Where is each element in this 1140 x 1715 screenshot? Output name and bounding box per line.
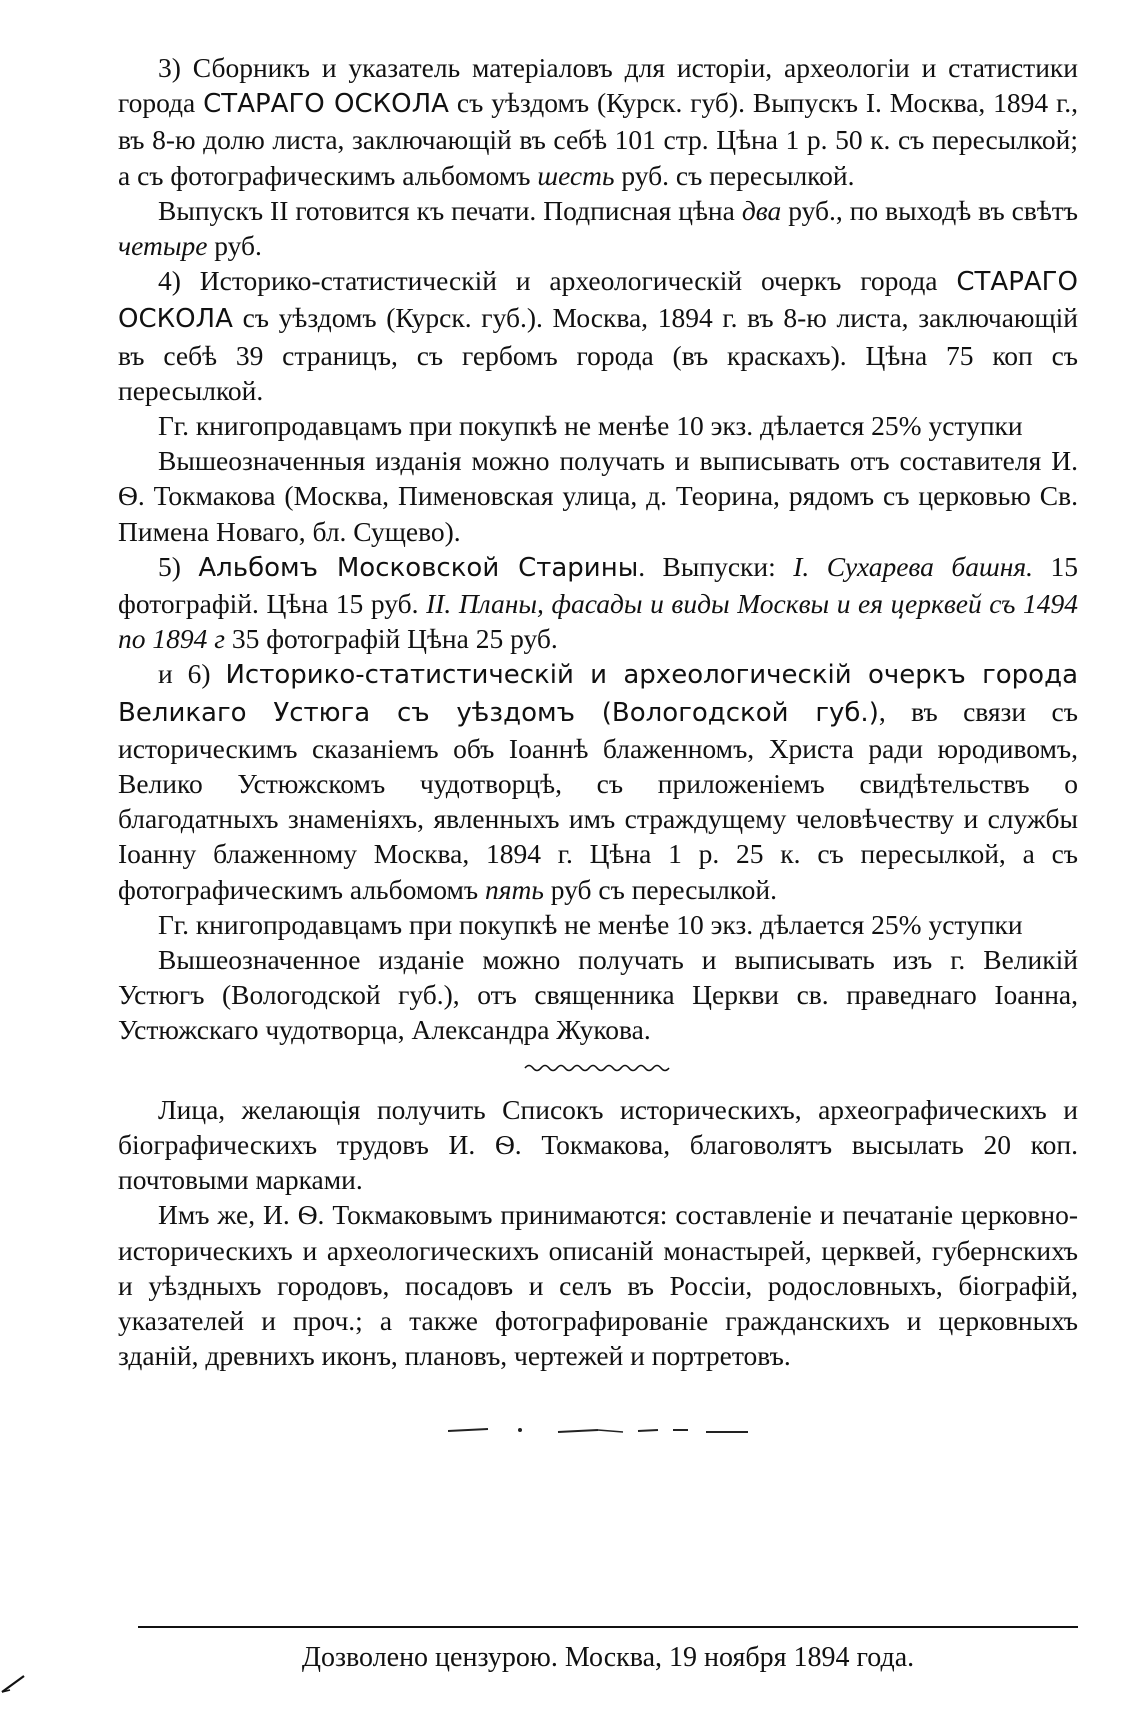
item-6-tail: руб съ пересылкой. <box>543 873 777 905</box>
margin-pencil-mark <box>0 1672 28 1696</box>
item-5-issue-1: I. Сухарева башня. <box>793 550 1034 582</box>
item-6-discount: Гг. книгопродавцамъ при покупкѣ не менѣе 10 экз. дѣлается 25% уступки <box>158 908 1023 940</box>
item-3-lead: 3) Сборникъ и указатель матеріаловъ для исторіи, археологіи и статистики города <box>118 52 1078 119</box>
item-6-description <box>118 656 1078 906</box>
issue-2-release-price: четыре <box>118 230 208 262</box>
issue-2-mid: руб., по выходѣ въ свѣтъ <box>781 194 1078 226</box>
item-4-lead: 4) Историко-статистическій и археологическій очеркъ города <box>158 265 957 297</box>
item-4-contact: Вышеозначенныя изданія можно получать и выписывать отъ составителя И. Ѳ. Токмакова (Москва, Пименовская улица, д. Теорина, рядомъ съ церковью Св. Пимена Новаго, бл. Сущево). <box>118 445 1078 547</box>
issue-2-subscription-price: два <box>741 194 782 226</box>
item-6-details: , въ связи съ историческимъ сказаніемъ объ Іоаннѣ блаженномъ, Христа ради юродивомъ, Велико Устюжскомъ чудотворцѣ, съ приложеніемъ свидѣтельствъ о благодатныхъ знаменіяхъ, явленныхъ имъ страждущему человѣчеству и службы Іоанну блаженному Москва, 1894 г. Цѣна 1 р. 25 к. съ пересылкой, а съ фотографическимъ альбомомъ <box>118 695 1078 905</box>
item-5-mid-2: 15 фотографій. Цѣна 15 руб. <box>118 550 1078 620</box>
item-3-city-name: СТАРАГО ОСКОЛА <box>203 89 449 120</box>
item-3-album-price: шесть <box>537 159 615 191</box>
item-3-description <box>118 50 1078 193</box>
item-5-lead: 5) <box>158 550 199 582</box>
issue-2-tail: руб. <box>207 230 262 262</box>
item-3-details: съ уѣздомъ (Курск. губ). Выпускъ I. Москва, 1894 г., въ 8-ю долю листа, заключающій въ себѣ 101 стр. Цѣна 1 р. 50 к. съ пересылкой; а съ фотографическимъ альбомомъ <box>118 87 1078 191</box>
item-5-album-title: Альбомъ Московской Старины <box>198 552 639 583</box>
notice-list-offer: Лица, желающія получить Списокъ историческихъ, археографическихъ и біографическихъ трудовъ И. Ѳ. Токмакова, благоволятъ высылать 20 коп. почтовыми марками. <box>118 1093 1078 1196</box>
page-content <box>118 50 1078 1439</box>
item-5-mid-1: . Выпуски: <box>638 550 794 582</box>
item-4-details: съ уѣздомъ (Курск. губ.). Москва, 1894 г. въ 8-ю листа, заключающій въ себѣ 39 страницъ, съ гербомъ города (въ краскахъ). Цѣна 75 коп съ пересылкой. <box>118 302 1078 406</box>
ornament-divider <box>448 1419 748 1439</box>
censorship-note: Дозволено цензурою. Москва, 19 ноября 1894 года. <box>301 1642 915 1673</box>
item-3-issue-2 <box>118 193 1078 263</box>
wavy-divider <box>523 1060 673 1074</box>
item-6-album-price: пять <box>484 873 544 905</box>
footer-rule <box>138 1626 1078 1628</box>
item-5-tail: 35 фотографій Цѣна 25 руб. <box>224 623 558 655</box>
notice-services: Имъ же, И. Ѳ. Токмаковымъ принимаются: составленіе и печатаніе церковно-историческихъ и археологическихъ описаній монастырей, церквей, губернскихъ и уѣздныхъ городовъ, посадовъ и селъ въ Россіи, родословныхъ, біографій, указателей и проч.; а также фотографированіе гражданскихъ и церковныхъ зданій, древнихъ иконъ, плановъ, чертежей и портретовъ. <box>118 1199 1078 1372</box>
item-6-title: Историко-статистическій и археологическій очеркъ города Великаго Устюга съ уѣздомъ (Вологодской губ.) <box>118 660 1078 728</box>
issue-2-lead: Выпускъ II готовится къ печати. Подписная цѣна <box>158 194 742 226</box>
item-4-discount: Гг. книгопродавцамъ при покупкѣ не менѣе 10 экз. дѣлается 25% уступки <box>158 410 1023 442</box>
item-6-lead: и 6) <box>158 658 226 690</box>
item-6-contact: Вышеозначенное изданіе можно получать и выписывать изъ г. Великій Устюгъ (Вологодской губ.), отъ священника Церкви св. праведнаго Іоанна, Устюжскаго чудотворца, Александра Жукова. <box>118 944 1078 1046</box>
item-4-description <box>118 263 1078 408</box>
item-5-description <box>118 549 1078 657</box>
item-4-city-name: СТАРАГО ОСКОЛА <box>118 267 1078 335</box>
item-3-tail: руб. съ пересылкой. <box>614 159 855 191</box>
item-5-issue-2: II. Планы, фасады и виды Москвы и ея церквей съ 1494 по 1894 г <box>118 588 1078 655</box>
